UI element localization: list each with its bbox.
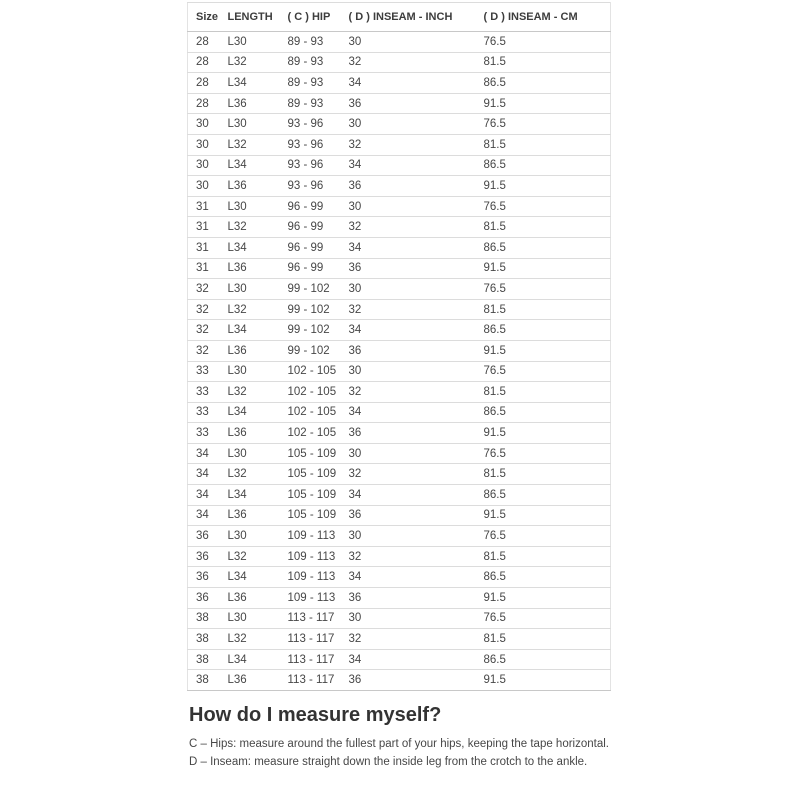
table-cell: 36 bbox=[341, 340, 476, 361]
table-cell: 36 bbox=[188, 546, 220, 567]
table-cell: 36 bbox=[341, 176, 476, 197]
table-cell: L34 bbox=[220, 320, 280, 341]
table-row bbox=[188, 320, 611, 341]
table-cell: 38 bbox=[188, 629, 220, 650]
table-cell: 36 bbox=[188, 588, 220, 609]
table-cell: 99 - 102 bbox=[280, 279, 341, 300]
table-cell: 32 bbox=[188, 279, 220, 300]
table-cell: L32 bbox=[220, 382, 280, 403]
table-row bbox=[188, 52, 611, 73]
table-row bbox=[188, 299, 611, 320]
table-cell: L32 bbox=[220, 52, 280, 73]
table-cell: 102 - 105 bbox=[280, 402, 341, 423]
table-cell: 86.5 bbox=[476, 155, 611, 176]
table-row bbox=[188, 93, 611, 114]
table-row bbox=[188, 629, 611, 650]
table-cell: 31 bbox=[188, 217, 220, 238]
table-cell: 93 - 96 bbox=[280, 155, 341, 176]
header-row bbox=[188, 3, 611, 32]
table-cell: L32 bbox=[220, 299, 280, 320]
table-cell: 36 bbox=[188, 567, 220, 588]
table-row bbox=[188, 134, 611, 155]
table-row bbox=[188, 567, 611, 588]
inseam-measure-note: D – Inseam: measure straight down the inside leg from the crotch to the ankle. bbox=[189, 756, 588, 768]
table-cell: 33 bbox=[188, 382, 220, 403]
table-row bbox=[188, 402, 611, 423]
table-row bbox=[188, 258, 611, 279]
table-cell: 113 - 117 bbox=[280, 670, 341, 691]
table-cell: 33 bbox=[188, 402, 220, 423]
table-cell: 76.5 bbox=[476, 114, 611, 135]
size-chart-body bbox=[188, 32, 611, 691]
table-cell: 113 - 117 bbox=[280, 629, 341, 650]
table-cell: 102 - 105 bbox=[280, 361, 341, 382]
table-cell: 81.5 bbox=[476, 134, 611, 155]
table-cell: 109 - 113 bbox=[280, 567, 341, 588]
table-cell: 34 bbox=[341, 485, 476, 506]
column-header: LENGTH bbox=[220, 3, 280, 32]
table-cell: 76.5 bbox=[476, 443, 611, 464]
table-cell: 109 - 113 bbox=[280, 546, 341, 567]
table-cell: 34 bbox=[188, 505, 220, 526]
table-cell: 81.5 bbox=[476, 629, 611, 650]
table-cell: 89 - 93 bbox=[280, 93, 341, 114]
table-cell: L30 bbox=[220, 279, 280, 300]
table-cell: 86.5 bbox=[476, 485, 611, 506]
table-cell: 96 - 99 bbox=[280, 237, 341, 258]
table-cell: L32 bbox=[220, 464, 280, 485]
table-cell: L30 bbox=[220, 32, 280, 53]
table-row bbox=[188, 217, 611, 238]
table-cell: 32 bbox=[341, 52, 476, 73]
table-cell: 96 - 99 bbox=[280, 196, 341, 217]
table-cell: L34 bbox=[220, 73, 280, 94]
table-cell: 30 bbox=[188, 176, 220, 197]
table-cell: L34 bbox=[220, 567, 280, 588]
table-cell: 34 bbox=[341, 73, 476, 94]
table-cell: 30 bbox=[341, 443, 476, 464]
table-cell: 86.5 bbox=[476, 320, 611, 341]
table-cell: 32 bbox=[341, 217, 476, 238]
table-cell: 38 bbox=[188, 649, 220, 670]
table-cell: 86.5 bbox=[476, 73, 611, 94]
table-cell: 76.5 bbox=[476, 608, 611, 629]
table-row bbox=[188, 505, 611, 526]
table-row bbox=[188, 382, 611, 403]
table-cell: 32 bbox=[188, 299, 220, 320]
table-cell: 96 - 99 bbox=[280, 258, 341, 279]
table-row bbox=[188, 340, 611, 361]
table-cell: 86.5 bbox=[476, 402, 611, 423]
table-cell: 32 bbox=[341, 299, 476, 320]
table-row bbox=[188, 176, 611, 197]
size-chart-header bbox=[188, 3, 611, 32]
table-cell: 99 - 102 bbox=[280, 340, 341, 361]
table-row bbox=[188, 279, 611, 300]
table-cell: 81.5 bbox=[476, 299, 611, 320]
table-cell: 109 - 113 bbox=[280, 526, 341, 547]
table-cell: 99 - 102 bbox=[280, 320, 341, 341]
table-cell: 32 bbox=[188, 320, 220, 341]
table-cell: 91.5 bbox=[476, 258, 611, 279]
table-cell: 31 bbox=[188, 196, 220, 217]
table-cell: 81.5 bbox=[476, 52, 611, 73]
table-cell: 36 bbox=[188, 526, 220, 547]
table-cell: 91.5 bbox=[476, 670, 611, 691]
table-cell: 102 - 105 bbox=[280, 423, 341, 444]
table-row bbox=[188, 114, 611, 135]
table-cell: 32 bbox=[341, 382, 476, 403]
table-row bbox=[188, 670, 611, 691]
table-cell: 34 bbox=[341, 567, 476, 588]
table-cell: 105 - 109 bbox=[280, 443, 341, 464]
table-cell: L30 bbox=[220, 608, 280, 629]
table-cell: L34 bbox=[220, 155, 280, 176]
table-cell: 36 bbox=[341, 93, 476, 114]
table-cell: 30 bbox=[341, 32, 476, 53]
table-cell: L34 bbox=[220, 237, 280, 258]
table-cell: 81.5 bbox=[476, 464, 611, 485]
table-cell: 86.5 bbox=[476, 567, 611, 588]
table-cell: 31 bbox=[188, 237, 220, 258]
table-row bbox=[188, 237, 611, 258]
table-cell: L30 bbox=[220, 196, 280, 217]
table-cell: 34 bbox=[341, 320, 476, 341]
table-cell: 38 bbox=[188, 608, 220, 629]
table-cell: 36 bbox=[341, 588, 476, 609]
table-cell: 32 bbox=[341, 464, 476, 485]
table-row bbox=[188, 32, 611, 53]
table-cell: L30 bbox=[220, 443, 280, 464]
table-cell: L32 bbox=[220, 546, 280, 567]
table-cell: 30 bbox=[188, 134, 220, 155]
table-cell: 31 bbox=[188, 258, 220, 279]
table-row bbox=[188, 423, 611, 444]
table-cell: 89 - 93 bbox=[280, 52, 341, 73]
table-cell: 89 - 93 bbox=[280, 32, 341, 53]
table-cell: L32 bbox=[220, 629, 280, 650]
table-cell: 30 bbox=[188, 114, 220, 135]
table-cell: L30 bbox=[220, 526, 280, 547]
table-cell: 99 - 102 bbox=[280, 299, 341, 320]
table-cell: L36 bbox=[220, 670, 280, 691]
table-cell: 109 - 113 bbox=[280, 588, 341, 609]
table-cell: 76.5 bbox=[476, 526, 611, 547]
table-cell: L36 bbox=[220, 588, 280, 609]
table-row bbox=[188, 196, 611, 217]
table-cell: 28 bbox=[188, 73, 220, 94]
column-header: ( D ) INSEAM - INCH bbox=[341, 3, 476, 32]
table-cell: 36 bbox=[341, 670, 476, 691]
table-row bbox=[188, 649, 611, 670]
table-cell: L36 bbox=[220, 423, 280, 444]
table-cell: 32 bbox=[341, 134, 476, 155]
table-row bbox=[188, 155, 611, 176]
table-cell: 30 bbox=[341, 196, 476, 217]
table-cell: 76.5 bbox=[476, 361, 611, 382]
table-row bbox=[188, 464, 611, 485]
table-cell: L34 bbox=[220, 402, 280, 423]
table-cell: 34 bbox=[341, 155, 476, 176]
table-cell: L32 bbox=[220, 134, 280, 155]
table-cell: 34 bbox=[341, 649, 476, 670]
table-row bbox=[188, 526, 611, 547]
table-cell: 28 bbox=[188, 52, 220, 73]
table-cell: L36 bbox=[220, 505, 280, 526]
table-row bbox=[188, 608, 611, 629]
table-cell: 76.5 bbox=[476, 32, 611, 53]
table-cell: 81.5 bbox=[476, 546, 611, 567]
table-cell: 34 bbox=[341, 402, 476, 423]
table-cell: 36 bbox=[341, 505, 476, 526]
table-cell: 38 bbox=[188, 670, 220, 691]
table-cell: 30 bbox=[341, 114, 476, 135]
table-cell: 76.5 bbox=[476, 279, 611, 300]
table-row bbox=[188, 485, 611, 506]
table-row bbox=[188, 588, 611, 609]
table-cell: 91.5 bbox=[476, 588, 611, 609]
size-guide-content bbox=[187, 2, 610, 771]
table-cell: L34 bbox=[220, 485, 280, 506]
table-cell: 28 bbox=[188, 32, 220, 53]
table-cell: 32 bbox=[188, 340, 220, 361]
table-row bbox=[188, 361, 611, 382]
table-cell: 34 bbox=[188, 464, 220, 485]
table-cell: 86.5 bbox=[476, 649, 611, 670]
table-cell: 30 bbox=[341, 361, 476, 382]
table-cell: 76.5 bbox=[476, 196, 611, 217]
table-cell: 81.5 bbox=[476, 217, 611, 238]
table-cell: L30 bbox=[220, 114, 280, 135]
hips-measure-note: C – Hips: measure around the fullest part of your hips, keeping the tape horizontal. bbox=[189, 738, 609, 750]
table-cell: L36 bbox=[220, 176, 280, 197]
table-cell: 93 - 96 bbox=[280, 176, 341, 197]
table-cell: 93 - 96 bbox=[280, 114, 341, 135]
table-cell: 102 - 105 bbox=[280, 382, 341, 403]
table-cell: 113 - 117 bbox=[280, 649, 341, 670]
table-cell: 105 - 109 bbox=[280, 485, 341, 506]
table-cell: 34 bbox=[341, 237, 476, 258]
table-row bbox=[188, 443, 611, 464]
table-cell: L34 bbox=[220, 649, 280, 670]
table-cell: 96 - 99 bbox=[280, 217, 341, 238]
table-cell: 91.5 bbox=[476, 176, 611, 197]
table-cell: 81.5 bbox=[476, 382, 611, 403]
table-cell: 91.5 bbox=[476, 505, 611, 526]
table-cell: 30 bbox=[341, 526, 476, 547]
column-header: ( C ) HIP bbox=[280, 3, 341, 32]
column-header: ( D ) INSEAM - CM bbox=[476, 3, 611, 32]
table-cell: 86.5 bbox=[476, 237, 611, 258]
table-cell: L30 bbox=[220, 361, 280, 382]
table-cell: 91.5 bbox=[476, 423, 611, 444]
table-cell: L36 bbox=[220, 258, 280, 279]
table-cell: L36 bbox=[220, 93, 280, 114]
table-cell: 28 bbox=[188, 93, 220, 114]
measure-section bbox=[189, 704, 610, 771]
table-cell: 36 bbox=[341, 258, 476, 279]
table-cell: 105 - 109 bbox=[280, 464, 341, 485]
table-cell: 32 bbox=[341, 629, 476, 650]
size-chart-table bbox=[187, 2, 611, 691]
table-cell: 105 - 109 bbox=[280, 505, 341, 526]
table-cell: 91.5 bbox=[476, 340, 611, 361]
table-cell: 113 - 117 bbox=[280, 608, 341, 629]
table-cell: 30 bbox=[341, 608, 476, 629]
table-row bbox=[188, 73, 611, 94]
table-cell: 33 bbox=[188, 361, 220, 382]
table-cell: 32 bbox=[341, 546, 476, 567]
table-cell: 36 bbox=[341, 423, 476, 444]
table-cell: 34 bbox=[188, 443, 220, 464]
table-cell: 89 - 93 bbox=[280, 73, 341, 94]
table-cell: 30 bbox=[188, 155, 220, 176]
table-cell: L36 bbox=[220, 340, 280, 361]
measure-heading: How do I measure myself? bbox=[189, 704, 442, 726]
table-cell: 34 bbox=[188, 485, 220, 506]
table-cell: L32 bbox=[220, 217, 280, 238]
table-cell: 33 bbox=[188, 423, 220, 444]
table-cell: 93 - 96 bbox=[280, 134, 341, 155]
column-header: Size bbox=[188, 3, 220, 32]
table-row bbox=[188, 546, 611, 567]
table-cell: 30 bbox=[341, 279, 476, 300]
table-cell: 91.5 bbox=[476, 93, 611, 114]
